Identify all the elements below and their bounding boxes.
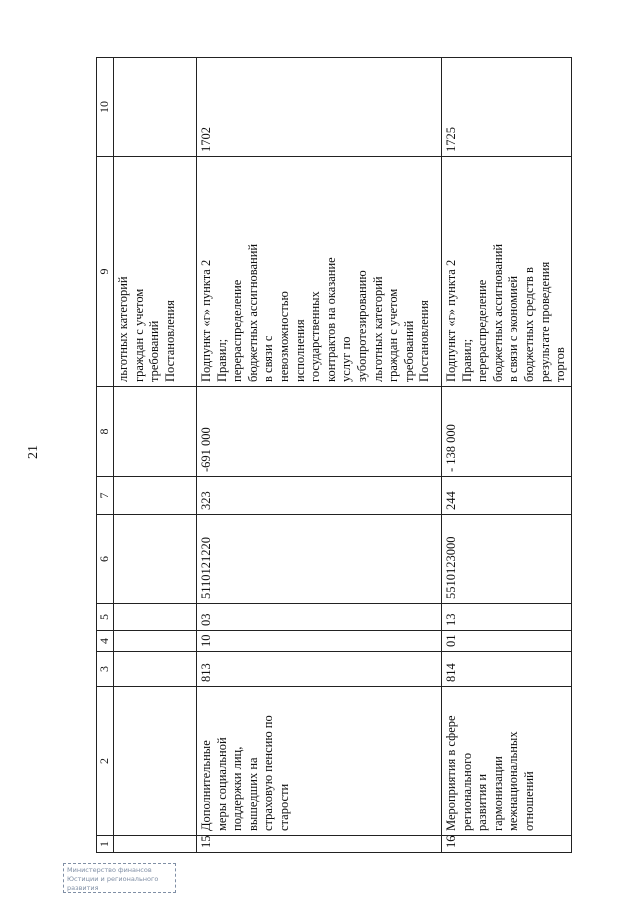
text-line: в связи с экономией [506,275,521,382]
text-line: невозможностью [276,291,291,382]
expense-type-code: 323 [197,477,442,515]
document-id: 1725 [442,58,572,157]
cell [114,687,197,836]
text-line: страховую пенсию по [261,715,276,831]
text-line: в связи с [261,335,276,382]
text-line: бюджетных ассигнований [245,243,260,382]
cell [114,515,197,604]
basis-cell [197,157,442,387]
amount: -691 000 [197,387,442,477]
cell [114,652,197,687]
col-header-6: 6 [97,515,114,604]
text-line: требований [147,320,162,382]
table-row-continuation [114,58,197,853]
cell [114,836,197,853]
target-article-code: 5510123000 [442,515,572,604]
budget-reallocation-table [96,57,572,853]
text-line: Правил; [459,338,474,382]
text-line: отношений [521,771,536,831]
text-line: льготных категорий [116,276,130,382]
text-line: государственных [308,291,323,382]
cell [114,58,197,157]
text-line: Правил; [214,338,229,382]
amount: - 138 000 [442,387,572,477]
registration-stamp [63,863,176,893]
table-row [442,58,572,853]
cell [114,387,197,477]
measure-name-cell [197,687,442,836]
text-line: исполнения [292,319,307,382]
rotated-table-wrapper [96,58,568,853]
text-line: Дополнительные [199,740,213,831]
text-line: межнациональных [506,731,521,831]
text-line: требований [401,320,416,382]
text-line: старости [276,783,291,831]
text-line: граждан с учетом [386,288,401,382]
col-header-7: 7 [97,477,114,515]
text-line: развития и [475,773,490,831]
col-header-4: 4 [97,631,114,652]
cell [114,631,197,652]
text-line: контрактов на оказание [323,257,338,382]
continuation-basis-cell [114,157,197,387]
cell [114,477,197,515]
col-header-3: 3 [97,652,114,687]
text-line: результате проведения [537,261,552,382]
row-number: 16 [442,836,572,853]
text-line: регионального [459,752,474,831]
text-line: зубопротезированию [354,270,369,382]
table-header-row [97,58,114,853]
text-line: торгов [553,347,568,382]
cell [114,604,197,631]
measure-name-cell [442,687,572,836]
text-line: Подпункт «г» пункта 2 [199,259,213,382]
col-header-1: 1 [97,836,114,853]
text-line: поддержки лиц, [230,746,245,831]
text-line: бюджетных ассигнований [490,243,505,382]
text-line: меры социальной [214,737,229,831]
subsection-code: 03 [197,604,442,631]
col-header-8: 8 [97,387,114,477]
section-code: 10 [197,631,442,652]
text-line: гармонизации [490,756,505,831]
text-line: вышедших на [245,757,260,831]
text-line: услуг по [339,336,354,382]
ministry-code: 813 [197,652,442,687]
col-header-10: 10 [97,58,114,157]
text-line: Мероприятия в сфере [444,715,458,831]
stamp-line: Юстиции и регионального [67,875,159,883]
row-number: 15 [197,836,442,853]
ministry-code: 814 [442,652,572,687]
text-line: Подпункт «г» пункта 2 [444,259,458,382]
table-row [197,58,442,853]
text-line: Постановления [417,300,432,382]
stamp-line: Министерство финансов [67,866,152,874]
section-code: 01 [442,631,572,652]
subsection-code: 13 [442,604,572,631]
text-line: льготных категорий [370,276,385,382]
col-header-2: 2 [97,687,114,836]
text-line: граждан с учетом [131,288,146,382]
col-header-9: 9 [97,157,114,387]
document-id: 1702 [197,58,442,157]
text-line: бюджетных средств в [521,267,536,382]
target-article-code: 5110121220 [197,515,442,604]
expense-type-code: 244 [442,477,572,515]
text-line: Постановления [162,300,177,382]
stamp-line: развития [67,884,99,892]
page-number: 21 [26,445,41,459]
basis-cell [442,157,572,387]
text-line: перераспределение [475,279,490,382]
col-header-5: 5 [97,604,114,631]
text-line: перераспределение [230,279,245,382]
